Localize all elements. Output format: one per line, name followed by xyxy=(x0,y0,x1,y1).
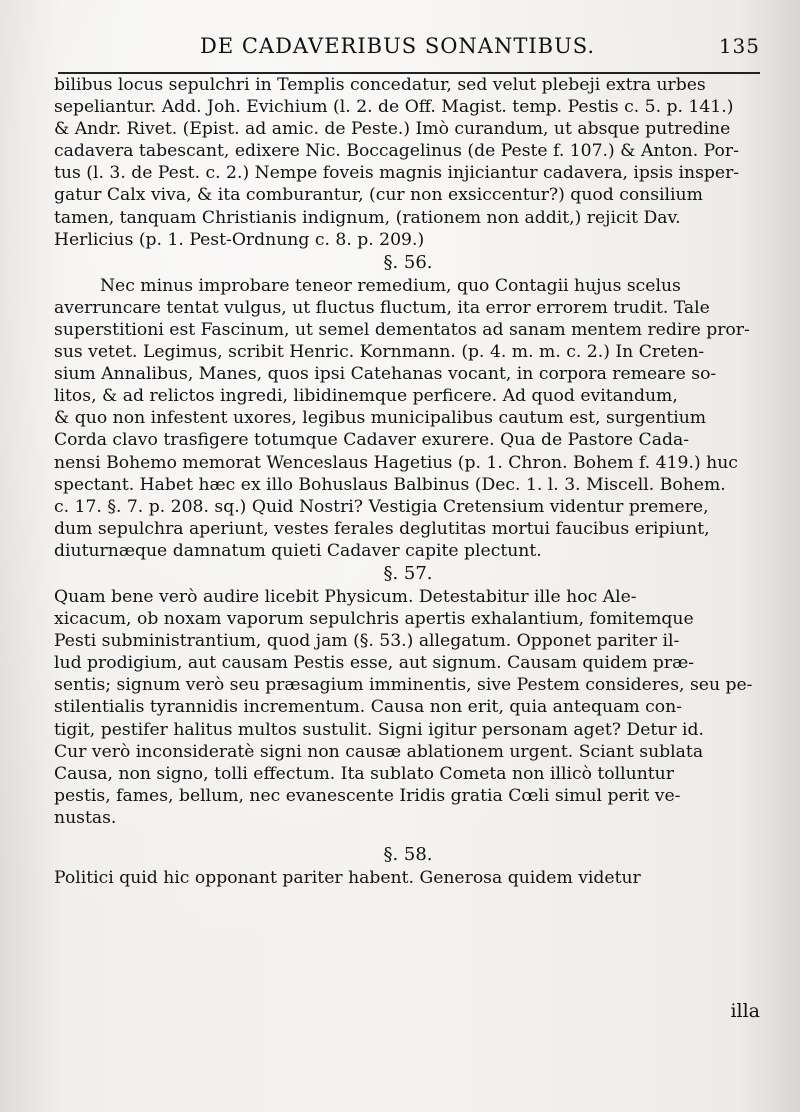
text-line: stilentialis tyrannidis incrementum. Causa non erit, quia antequam con- xyxy=(54,697,682,718)
text-line: litos, & ad relictos ingredi, libidinemque perficere. Ad quod evitandum, xyxy=(54,386,678,407)
section-heading-56: §. 56. xyxy=(383,251,433,273)
section-heading-57: §. 57. xyxy=(383,562,433,584)
text-line: nustas. xyxy=(54,807,117,828)
text-line: sus vetet. Legimus, scribit Henric. Kornmann. (p. 4. m. m. c. 2.) In Creten- xyxy=(54,342,705,363)
text-line: cadavera tabescant, edixere Nic. Boccagelinus (de Peste f. 107.) & Anton. Por- xyxy=(54,141,739,162)
text-line: Corda clavo trasfigere totumque Cadaver exurere. Qua de Pastore Cada- xyxy=(54,430,690,451)
text-line: bilibus locus sepulchri in Templis concedatur, sed velut plebeji extra urbes xyxy=(54,75,706,95)
text-line: Herlicius (p. 1. Pest-Ordnung c. 8. p. 209.) xyxy=(54,229,425,250)
text-line: xicacum, ob noxam vaporum sepulchris apertis exhalantium, fomitemque xyxy=(54,609,694,630)
text-line: & quo non infestent uxores, legibus municipalibus cautum est, surgentium xyxy=(54,408,707,429)
text-line: averruncare tentat vulgus, ut fluctus fluctum, ita error errorem trudit. Tale xyxy=(54,297,710,318)
text-line: tigit, pestifer halitus multos sustulit. Signi igitur personam aget? Detur id. xyxy=(54,719,705,740)
text-line: superstitioni est Fascinum, ut semel dementatos ad sanam mentem redire pror- xyxy=(54,319,750,340)
text-line: Pesti subministrantium, quod jam (§. 53.) allegatum. Opponet pariter il- xyxy=(54,631,680,652)
text-line: Cur verò inconsideratè signi non causæ ablationem urgent. Sciant sublata xyxy=(54,741,704,762)
section-heading-58: §. 58. xyxy=(383,844,433,865)
text-line: tus (l. 3. de Pest. c. 2.) Nempe foveis magnis injiciantur cadavera, ipsis insper- xyxy=(54,163,740,184)
text-line: Nec minus improbare teneor remedium, quo Contagii hujus scelus xyxy=(100,275,681,296)
text-line: sium Annalibus, Manes, quos ipsi Catehanas vocant, in corpora remeare so- xyxy=(54,364,717,385)
text-line: dum sepulchra aperiunt, vestes ferales deglutitas mortui faucibus eripiunt, xyxy=(54,518,710,539)
text-line: sentis; signum verò seu præsagium imminentis, sive Pestem consideres, seu pe- xyxy=(54,675,753,696)
text-line: pestis, fames, bellum, nec evanescente Iridis gratia Cœli simul perit ve- xyxy=(54,785,681,806)
text-line: nensi Bohemo memorat Wenceslaus Hagetius (p. 1. Chron. Bohem f. 419.) huc xyxy=(54,452,738,473)
text-line: sepeliantur. Add. Joh. Evichium (l. 2. de Off. Magist. temp. Pestis c. 5. p. 141.) xyxy=(54,97,734,118)
text-line: lud prodigium, aut causam Pestis esse, aut signum. Causam quidem præ- xyxy=(54,653,695,674)
text-line: Politici quid hic opponant pariter habent. Generosa quidem videtur xyxy=(54,868,641,888)
text-line: gatur Calx viva, & ita comburantur, (cur non exsiccentur?) quod consilium xyxy=(54,185,703,206)
catchword: illa xyxy=(730,1000,760,1022)
page-number: 135 xyxy=(718,34,760,58)
text-line: Causa, non signo, tolli effectum. Ita sublato Cometa non illicò tolluntur xyxy=(54,763,674,784)
text-line: c. 17. §. 7. p. 208. sq.) Quid Nostri? Vestigia Cretensium videntur premere, xyxy=(54,496,709,517)
text-line: spectant. Habet hæc ex illo Bohuslaus Balbinus (Dec. 1. l. 3. Miscell. Bohem. xyxy=(54,474,726,495)
text-line: & Andr. Rivet. (Epist. ad amic. de Peste.) Imò curandum, ut absque putredine xyxy=(54,119,731,140)
body-text xyxy=(54,74,762,889)
running-header xyxy=(200,34,760,58)
running-title: DE CADAVERIBUS SONANTIBUS. xyxy=(200,34,596,58)
text-line: diuturnæque damnatum quieti Cadaver capite plectunt. xyxy=(54,540,542,561)
text-line: tamen, tanquam Christianis indignum, (rationem non addit,) rejicit Dav. xyxy=(54,207,681,228)
text-line: Quam bene verò audire licebit Physicum. Detestabitur ille hoc Ale- xyxy=(54,586,637,607)
